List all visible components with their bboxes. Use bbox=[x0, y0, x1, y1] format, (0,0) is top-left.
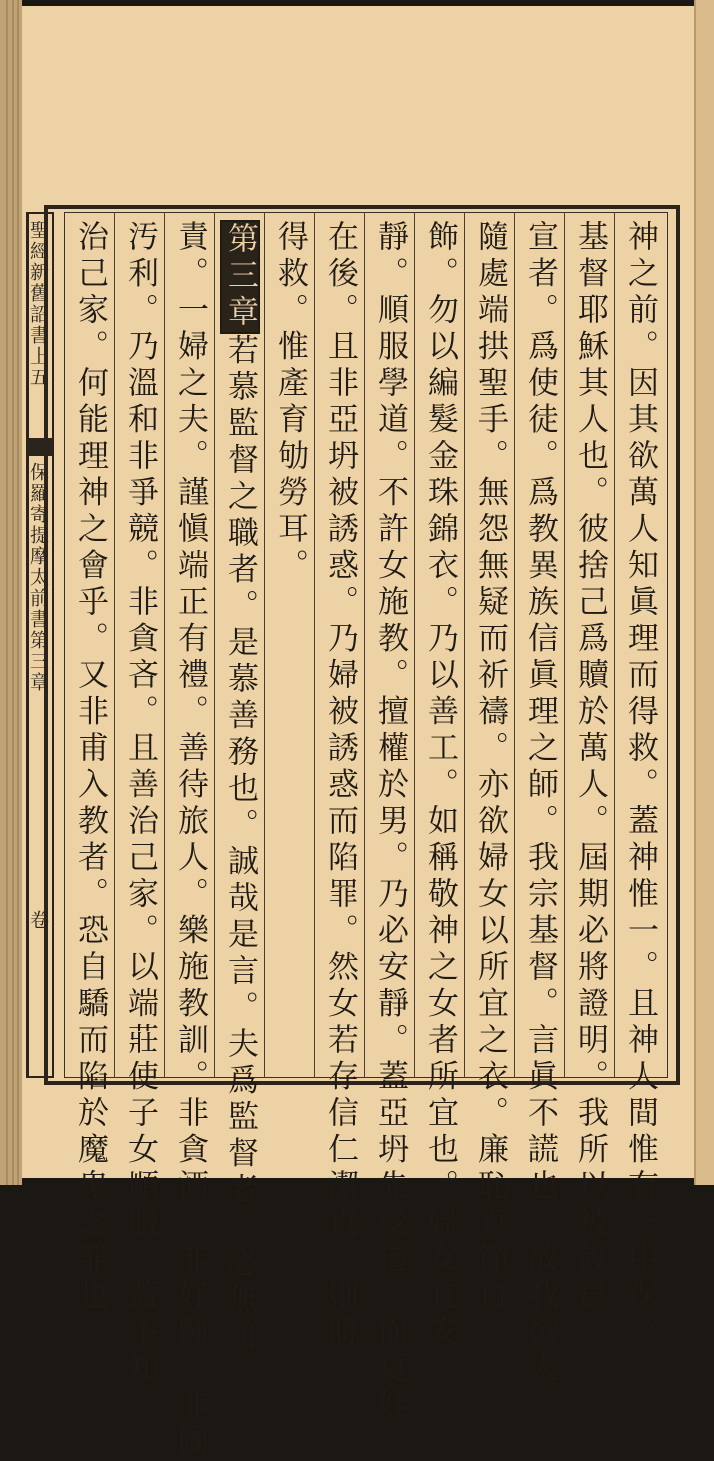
fish-tail-mark bbox=[28, 438, 52, 456]
chapter-text: 若慕監督之職者。是慕善務也。誠哉是言。夫爲監督者。必無可 bbox=[222, 333, 258, 1356]
text-column: 宣者。爲使徒。爲教異族信眞理之師。我宗基督。言眞不謊也。故我欲人 bbox=[522, 220, 558, 1388]
column-rule bbox=[514, 212, 515, 1078]
text-column: 在後。且非亞坍被誘惑。乃婦被誘惑而陷罪。然女若存信仁潔貞。則將 bbox=[322, 220, 358, 1352]
text-column: 責。一婦之夫。謹愼端正有禮。善待旅人。樂施教訓。非貪酒。非好鬪。非圖 bbox=[172, 220, 208, 1461]
margin-page-number: 卷 bbox=[27, 910, 49, 929]
margin-book-title: 保羅寄提摩太前書第三章 bbox=[27, 462, 49, 693]
column-rule bbox=[564, 212, 565, 1078]
chapter-heading: 第三章 bbox=[222, 222, 258, 332]
text-column: 神之前。因其欲萬人知眞理而得救。蓋神惟一。且神人間惟有一中保。 bbox=[622, 220, 658, 1352]
column-rule bbox=[214, 212, 215, 1078]
next-page-edge bbox=[694, 0, 714, 1185]
page-leaf-line bbox=[12, 0, 14, 1185]
column-rule bbox=[414, 212, 415, 1078]
margin-title: 聖經新舊詔書上五 bbox=[27, 220, 49, 388]
text-column: 治己家。何能理神之會乎。又非甫入教者。恐自驕而陷於魔鬼之罪也。 bbox=[72, 220, 108, 1352]
column-rule bbox=[114, 212, 115, 1078]
column-rule bbox=[164, 212, 165, 1078]
column-rule bbox=[264, 212, 265, 1078]
column-rule bbox=[314, 212, 315, 1078]
column-rule bbox=[614, 212, 615, 1078]
text-column: 飾。勿以編髮金珠錦衣。乃以善工。如稱敬神之女者所宜也。婦女宜安 bbox=[422, 220, 458, 1352]
column-rule bbox=[364, 212, 365, 1078]
text-column: 得救。惟產育劬勞耳。 bbox=[272, 220, 308, 585]
text-column: 靜。順服學道。不許女施教。擅權於男。乃必安靜。蓋亞坍先受造。而夏娃 bbox=[372, 220, 408, 1425]
text-column: 基督耶穌其人也。彼捨己爲贖於萬人。屆期必將證明。我所以被設爲 bbox=[572, 220, 608, 1315]
column-rule bbox=[464, 212, 465, 1078]
page-leaf-line bbox=[6, 0, 8, 1185]
page-leaf-line bbox=[17, 0, 19, 1185]
text-column: 汚利。乃溫和非爭競。非貪吝。且善治己家。以端莊使子女順服。蓋不知 bbox=[122, 220, 158, 1388]
text-column-chapter-start bbox=[220, 220, 260, 1356]
text-column: 隨處端拱聖手。無怨無疑而祈禱。亦欲婦女以所宜之衣。廉恥貞節自 bbox=[472, 220, 508, 1315]
